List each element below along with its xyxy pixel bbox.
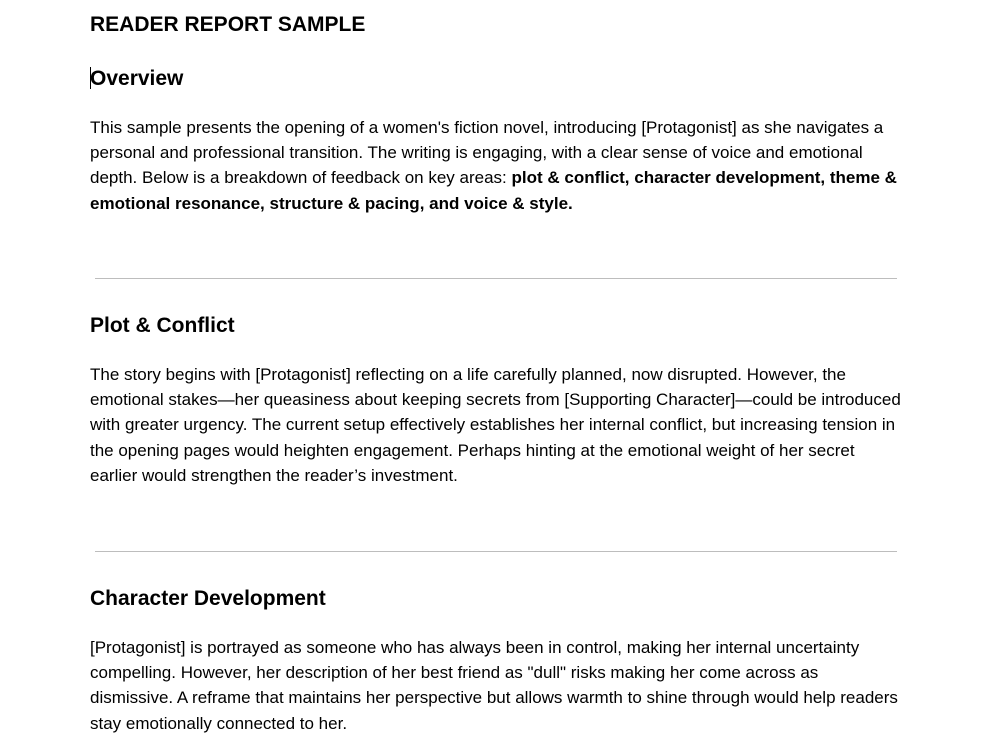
- section-body-character-development[interactable]: [Protagonist] is portrayed as someone who has always been in control, making her internal uncertainty compelling. However, her description of her best friend as "dull" risks making her come across as dismissive. A reframe that maintains her perspective but allows warmth to shine through would help readers stay emotionally connected to her.: [90, 638, 898, 733]
- section-heading-text: Overview: [90, 67, 184, 90]
- section-heading-overview[interactable]: [90, 66, 905, 92]
- body-text: This sample presents the opening of a women's fiction novel, introducing [Protagonist] as she navigates a personal and professional transition. The writing is engaging, with a clear sense of voice and emotional depth. Below is a breakdown of feedback on key areas:: [90, 118, 884, 188]
- section-body-plot-conflict[interactable]: The story begins with [Protagonist] reflecting on a life carefully planned, now disrupted. However, the emotional stakes—her queasiness about keeping secrets from [Supporting Character]—could be introduced with greater urgency. The current setup effectively establishes her internal conflict, but increasing tension in the opening pages would heighten engagement. Perhaps hinting at the emotional weight of her secret earlier would strengthen the reader’s investment.: [90, 365, 901, 485]
- section-divider: [95, 551, 897, 552]
- body-bold-text: plot & conflict, character development, theme & emotional resonance, structure & pacing, and voice & style.: [90, 168, 897, 213]
- section-overview: [90, 66, 905, 216]
- section-heading-character-development[interactable]: Character Development: [90, 587, 326, 610]
- section-body-overview[interactable]: [90, 115, 905, 216]
- document-title: READER REPORT SAMPLE: [90, 13, 366, 36]
- section-divider: [95, 278, 897, 279]
- section-heading-plot-conflict[interactable]: Plot & Conflict: [90, 314, 235, 337]
- section-character-development: [90, 586, 905, 736]
- section-plot-conflict: [90, 313, 905, 488]
